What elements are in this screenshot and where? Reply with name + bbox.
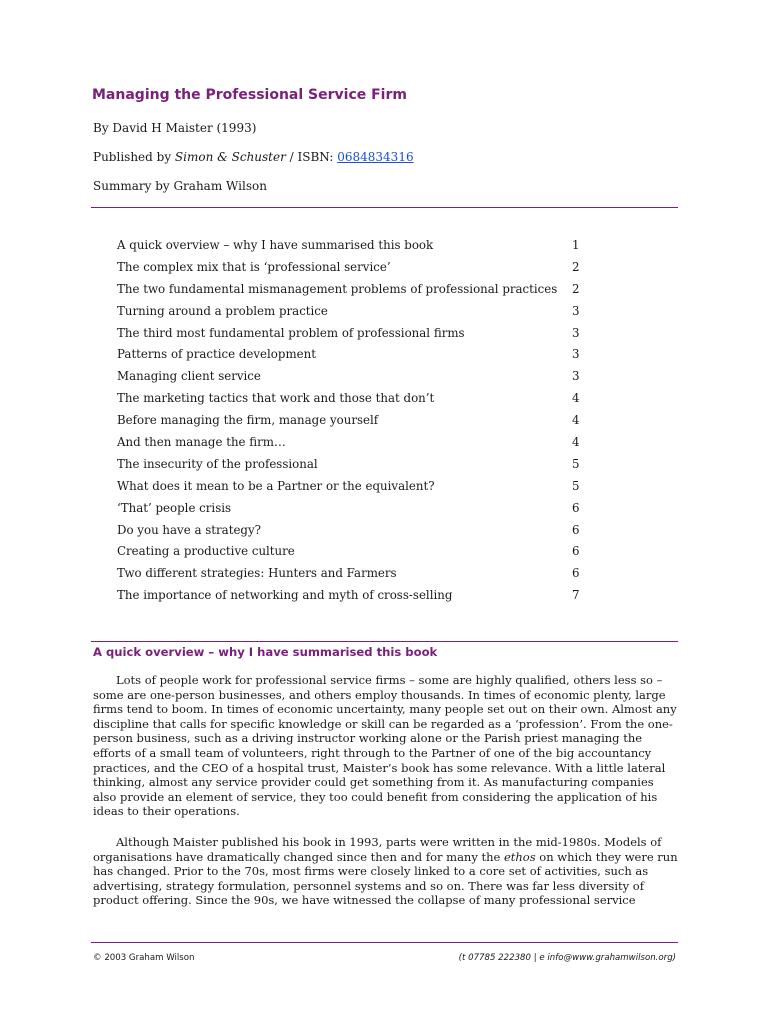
toc-entry-title: Turning around a problem practice [117,303,328,318]
toc-entry-page: 6 [572,500,580,515]
toc-entry-title: The importance of networking and myth of cross-selling [117,588,453,603]
toc-row [117,566,587,588]
toc-entry-title: ‘That’ people crisis [117,500,232,515]
toc-entry-page: 1 [572,238,580,252]
divider-footer [91,942,678,943]
toc-entry-title: The third most fundamental problem of professional firms [117,325,465,340]
toc-entry-page: 6 [572,522,580,537]
toc-entry-page: 4 [572,435,580,450]
footer-copyright: © 2003 Graham Wilson [93,953,195,963]
toc-entry-title: Before managing the firm, manage yourself [117,413,379,428]
body-paragraph-1: Lots of people work for professional service firms – some are highly qualified, others less so – some are one-person businesses, and others employ thousands. In times of economic plenty, large firms tend to boom. In times of economic uncertainty, many people set out on their own. Almost any discipline that calls for specific knowledge or skill can be regarded as a ‘profession’. From the one-person business, such as a driving instructor working alone or the Parish priest managing the efforts of a small team of volunteers, right through to the Partner of one of the big accountancy practices, and the CEO of a hospital trust, Maister’s book has some relevance. With a little lateral thinking, almost any service provider could get something from it. As manufacturing companies also provide an element of service, they too could benefit from considering the application of his ideas to their operations. [93,673,677,819]
toc-entry-page: 3 [572,303,580,318]
paragraph-2-text-start: Although Maister published his book in 1993, parts were written in the mid-1980s. Models of organisations have dramatically changed since then and for many the [93,835,662,864]
toc-entry-page: 2 [572,259,580,274]
toc-row [117,457,587,479]
publisher-name: Simon & Schuster [174,150,286,164]
toc-row [117,523,587,545]
publisher-line [93,150,414,164]
toc-entry-page: 5 [572,456,580,471]
toc-row [117,479,587,501]
toc-row [117,326,587,348]
toc-entry-title: Two different strategies: Hunters and Farmers [117,566,397,581]
toc-row [117,304,587,326]
section-heading: A quick overview – why I have summarised this book [93,645,438,659]
toc-entry-page: 6 [572,566,580,581]
toc-row [117,238,587,260]
toc-entry-page: 6 [572,544,580,559]
toc-entry-page: 2 [572,281,580,296]
document-title: Managing the Professional Service Firm [92,87,407,103]
summary-line: Summary by Graham Wilson [93,179,267,193]
toc-entry-page: 7 [572,588,580,603]
footer-contact: (t 07785 222380 | e info@www.grahamwilson.org) [458,953,676,963]
toc-entry-title: Creating a productive culture [117,544,295,559]
toc-entry-page: 3 [572,347,580,362]
paragraph-2-text-end: on which they were run has changed. Prior to the 70s, most firms were closely linked to a core set of activities, such as advertising, strategy formulation, personnel systems and so on. There was far less diversity of product offering. Since the 90s, we have witnessed the collapse of many professional service [93,849,678,908]
toc-entry-page: 3 [572,369,580,384]
paragraph-2-emphasis: ethos [503,849,536,864]
toc-row [117,413,587,435]
toc-row [117,588,587,610]
toc-entry-title: And then manage the firm… [117,435,286,450]
toc-row [117,391,587,413]
published-prefix: Published by [93,150,175,164]
toc-entry-title: A quick overview – why I have summarised this book [117,238,434,252]
isbn-prefix: / ISBN: [285,150,338,164]
toc-row [117,435,587,457]
toc-row [117,501,587,523]
toc-entry-page: 4 [572,391,580,406]
table-of-contents [117,238,587,610]
toc-entry-title: The two fundamental mismanagement problems of professional practices [117,281,558,296]
toc-row [117,544,587,566]
toc-row [117,282,587,304]
author-line: By David H Maister (1993) [93,121,257,135]
body-paragraph-2 [93,835,678,908]
toc-entry-title: The complex mix that is ‘professional service’ [117,259,391,274]
toc-row [117,369,587,391]
divider-top [91,207,678,208]
toc-entry-page: 3 [572,325,580,340]
divider-middle [91,641,678,642]
toc-entry-title: The insecurity of the professional [117,456,318,471]
toc-entry-page: 4 [572,413,580,428]
toc-entry-page: 5 [572,478,580,493]
toc-entry-title: What does it mean to be a Partner or the equivalent? [117,478,435,493]
toc-entry-title: The marketing tactics that work and those that don’t [117,391,435,406]
toc-entry-title: Do you have a strategy? [117,522,261,537]
isbn-link[interactable]: 0684834316 [337,150,414,164]
toc-entry-title: Patterns of practice development [117,347,316,362]
toc-entry-title: Managing client service [117,369,261,384]
toc-row [117,347,587,369]
toc-row [117,260,587,282]
